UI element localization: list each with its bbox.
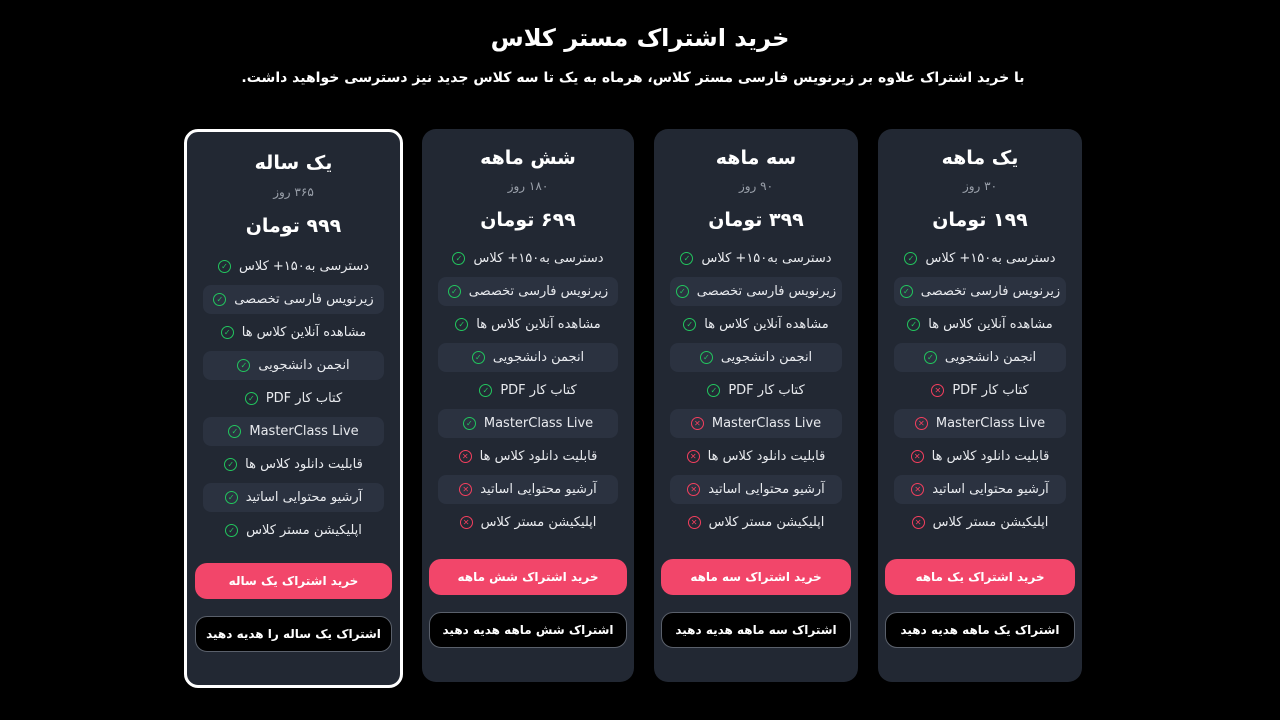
feature-row: [670, 508, 842, 537]
gift-yearly-button[interactable]: اشتراک یک ساله را هدیه دهید: [195, 616, 392, 652]
feature-row: [894, 244, 1066, 273]
feature-label: MasterClass Live: [935, 416, 1046, 431]
plan-duration: ۳۰ روز: [962, 179, 998, 193]
feature-row: [894, 442, 1066, 471]
feature-label: کتاب کار PDF: [265, 391, 343, 406]
cross-icon: ✕: [691, 417, 704, 430]
check-icon: ✓: [683, 318, 696, 331]
feature-row: [670, 409, 842, 438]
page-title: خرید اشتراک مستر کلاس: [490, 24, 790, 52]
feature-label: اپلیکیشن مستر کلاس: [480, 515, 597, 530]
check-icon: ✓: [221, 326, 234, 339]
cross-icon: ✕: [911, 450, 924, 463]
check-icon: ✓: [455, 318, 468, 331]
feature-row: [894, 475, 1066, 504]
feature-label: کتاب کار PDF: [500, 383, 577, 398]
feature-label: دسترسی به۱۵۰+ کلاس: [473, 251, 604, 266]
plan-name: شش ماهه: [480, 147, 576, 169]
plan-card-six-months: [422, 129, 634, 682]
check-icon: ✓: [472, 351, 485, 364]
check-icon: ✓: [700, 351, 713, 364]
plan-price: ۱۹۹ تومان: [932, 209, 1028, 231]
feature-row: [438, 442, 618, 471]
check-icon: ✓: [463, 417, 476, 430]
feature-label: قابلیت دانلود کلاس ها: [479, 449, 598, 464]
plan-price: ۹۹۹ تومان: [245, 215, 342, 237]
feature-row: [438, 508, 618, 537]
feature-label: کتاب کار PDF: [728, 383, 805, 398]
check-icon: ✓: [680, 252, 693, 265]
feature-label: قابلیت دانلود کلاس ها: [931, 449, 1050, 464]
feature-label: اپلیکیشن مستر کلاس: [708, 515, 825, 530]
feature-label: انجمن دانشجویی: [720, 350, 813, 365]
feature-row: [670, 475, 842, 504]
check-icon: ✓: [237, 359, 250, 372]
feature-label: اپلیکیشن مستر کلاس: [246, 523, 362, 538]
cross-icon: ✕: [912, 516, 925, 529]
buy-one-month-button[interactable]: خرید اشتراک یک ماهه: [885, 559, 1075, 595]
feature-label: زیرنویس فارسی تخصصی: [696, 284, 837, 299]
feature-row: [894, 277, 1066, 306]
check-icon: ✓: [676, 285, 689, 298]
feature-label: مشاهده آنلاین کلاس ها: [241, 325, 367, 340]
feature-label: زیرنویس فارسی تخصصی: [234, 292, 374, 307]
plan-duration: ۳۶۵ روز: [273, 185, 314, 199]
feature-row: [438, 409, 618, 438]
feature-list: [203, 252, 384, 549]
feature-row: [670, 277, 842, 306]
check-icon: ✓: [904, 252, 917, 265]
feature-row: [894, 508, 1066, 537]
feature-list: [670, 244, 842, 541]
plan-card-yearly: [184, 129, 403, 688]
feature-row: [894, 310, 1066, 339]
cross-icon: ✕: [911, 483, 924, 496]
feature-label: قابلیت دانلود کلاس ها: [707, 449, 826, 464]
check-icon: ✓: [225, 491, 238, 504]
plan-card-one-month: [878, 129, 1082, 682]
feature-label: آرشیو محتوایی اساتید: [245, 490, 363, 505]
feature-label: دسترسی به۱۵۰+ کلاس: [925, 251, 1056, 266]
check-icon: ✓: [448, 285, 461, 298]
feature-label: انجمن دانشجویی: [258, 358, 350, 373]
plan-price: ۳۹۹ تومان: [708, 209, 804, 231]
gift-three-months-button[interactable]: اشتراک سه ماهه هدیه دهید: [661, 612, 851, 648]
check-icon: ✓: [707, 384, 720, 397]
feature-row: [203, 285, 384, 314]
cross-icon: ✕: [459, 483, 472, 496]
check-icon: ✓: [479, 384, 492, 397]
check-icon: ✓: [900, 285, 913, 298]
cross-icon: ✕: [460, 516, 473, 529]
feature-label: مشاهده آنلاین کلاس ها: [928, 317, 1053, 332]
feature-label: زیرنویس فارسی تخصصی: [920, 284, 1061, 299]
check-icon: ✓: [228, 425, 241, 438]
check-icon: ✓: [224, 458, 237, 471]
check-icon: ✓: [452, 252, 465, 265]
cross-icon: ✕: [931, 384, 944, 397]
feature-label: دسترسی به۱۵۰+ کلاس: [701, 251, 832, 266]
feature-label: اپلیکیشن مستر کلاس: [932, 515, 1049, 530]
feature-row: [203, 351, 384, 380]
feature-row: [670, 343, 842, 372]
plan-duration: ۱۸۰ روز: [507, 179, 549, 193]
feature-row: [203, 252, 384, 281]
feature-label: آرشیو محتوایی اساتید: [480, 482, 597, 497]
feature-row: [670, 244, 842, 273]
plan-name: یک ماهه: [941, 147, 1019, 169]
feature-label: آرشیو محتوایی اساتید: [932, 482, 1049, 497]
check-icon: ✓: [225, 524, 238, 537]
feature-row: [894, 343, 1066, 372]
feature-row: [203, 483, 384, 512]
check-icon: ✓: [218, 260, 231, 273]
feature-row: [203, 318, 384, 347]
plan-duration: ۹۰ روز: [738, 179, 774, 193]
feature-label: دسترسی به۱۵۰+ کلاس: [238, 259, 370, 274]
check-icon: ✓: [245, 392, 258, 405]
check-icon: ✓: [907, 318, 920, 331]
cross-icon: ✕: [687, 483, 700, 496]
cross-icon: ✕: [687, 450, 700, 463]
feature-row: [670, 376, 842, 405]
feature-list: [894, 244, 1066, 541]
feature-row: [438, 310, 618, 339]
feature-row: [203, 417, 384, 446]
feature-label: زیرنویس فارسی تخصصی: [468, 284, 609, 299]
feature-label: آرشیو محتوایی اساتید: [708, 482, 825, 497]
buy-six-months-button[interactable]: خرید اشتراک شش ماهه: [429, 559, 627, 595]
gift-one-month-button[interactable]: اشتراک یک ماهه هدیه دهید: [885, 612, 1075, 648]
cross-icon: ✕: [915, 417, 928, 430]
plan-name: سه ماهه: [715, 147, 797, 169]
cross-icon: ✕: [459, 450, 472, 463]
feature-row: [894, 376, 1066, 405]
plan-card-three-months: [654, 129, 858, 682]
feature-label: انجمن دانشجویی: [944, 350, 1037, 365]
check-icon: ✓: [213, 293, 226, 306]
feature-label: MasterClass Live: [249, 424, 359, 439]
feature-row: [438, 376, 618, 405]
feature-label: مشاهده آنلاین کلاس ها: [704, 317, 829, 332]
check-icon: ✓: [924, 351, 937, 364]
feature-row: [203, 450, 384, 479]
page-subtitle: با خرید اشتراک علاوه بر زیرنویس فارسی مستر کلاس، هرماه به یک تا سه کلاس جدید نیز دسترسی خواهید داشت.: [241, 70, 1025, 86]
feature-label: قابلیت دانلود کلاس ها: [245, 457, 363, 472]
buy-three-months-button[interactable]: خرید اشتراک سه ماهه: [661, 559, 851, 595]
plan-name: یک ساله: [254, 152, 333, 174]
feature-row: [438, 277, 618, 306]
feature-row: [894, 409, 1066, 438]
feature-row: [670, 442, 842, 471]
feature-row: [670, 310, 842, 339]
feature-row: [438, 475, 618, 504]
feature-label: MasterClass Live: [483, 416, 594, 431]
feature-label: کتاب کار PDF: [952, 383, 1029, 398]
cross-icon: ✕: [688, 516, 701, 529]
feature-label: MasterClass Live: [711, 416, 822, 431]
feature-list: [438, 244, 618, 541]
feature-row: [438, 244, 618, 273]
feature-row: [438, 343, 618, 372]
feature-row: [203, 516, 384, 545]
plan-price: ۶۹۹ تومان: [480, 209, 576, 231]
gift-six-months-button[interactable]: اشتراک شش ماهه هدیه دهید: [429, 612, 627, 648]
feature-label: مشاهده آنلاین کلاس ها: [476, 317, 601, 332]
feature-label: انجمن دانشجویی: [492, 350, 585, 365]
feature-row: [203, 384, 384, 413]
buy-yearly-button[interactable]: خرید اشتراک یک ساله: [195, 563, 392, 599]
